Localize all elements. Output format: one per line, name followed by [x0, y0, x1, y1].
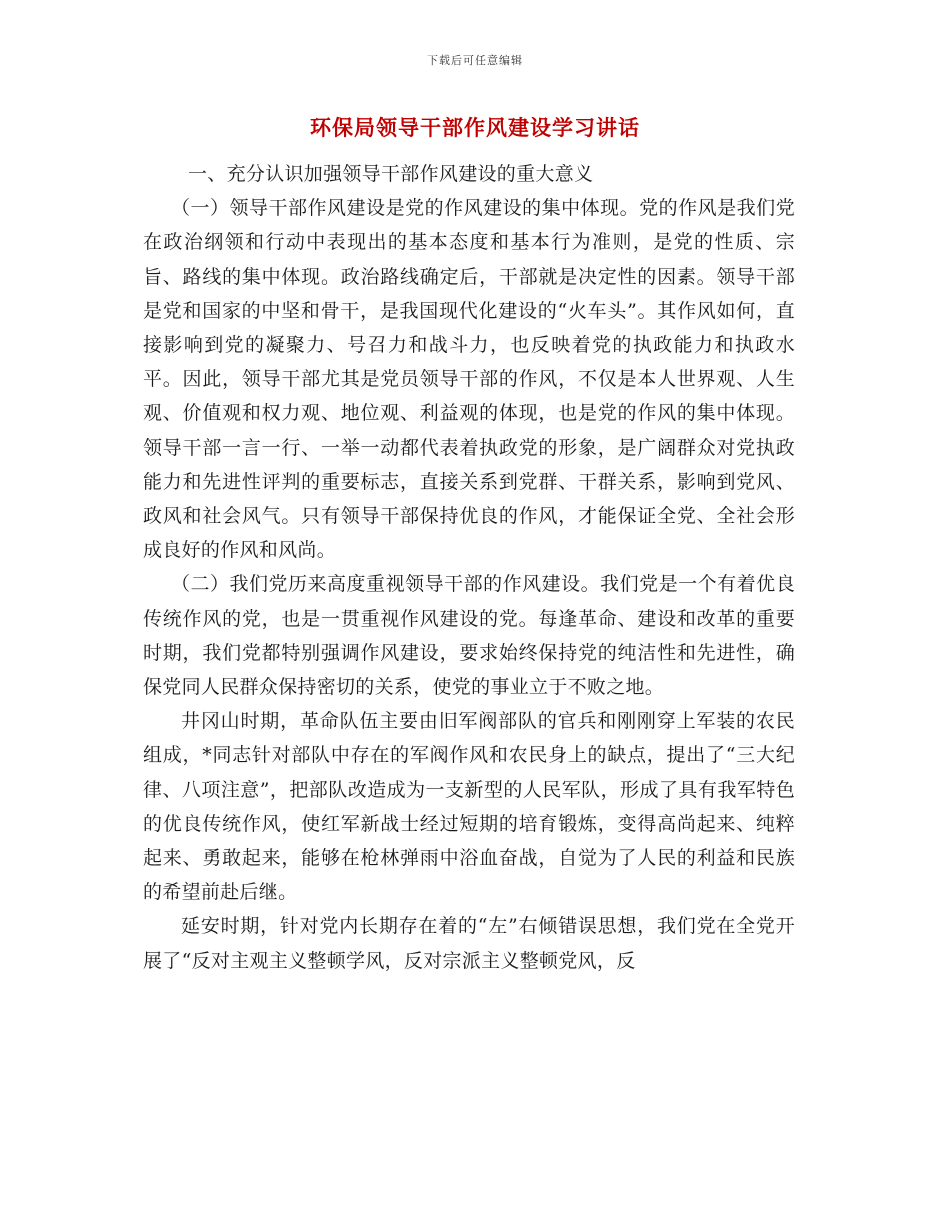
paragraph: （二）我们党历来高度重视领导干部的作风建设。我们党是一个有着优良传统作风的党，也是一贯重视作风建设的党。每逢革命、建设和改革的重要时期，我们党都特别强调作风建设，要求始终保持党的纯洁性和先进性，确保党同人民群众保持密切的关系，使党的事业立于不败之地。 [143, 573, 795, 699]
paragraph: （一）领导干部作风建设是党的作风建设的集中体现。党的作风是我们党在政治纲领和行动中表现出的基本态度和基本行为准则，是党的性质、宗旨、路线的集中体现。政治路线确定后，干部就是决定性的因素。领导干部是党和国家的中坚和骨干，是我国现代化建设的“火车头”。其作风如何，直接影响到党的凝聚力、号召力和战斗力，也反映着党的执政能力和执政水平。因此，领导干部尤其是党员领导干部的作风，不仅是本人世界观、人生观、价值观和权力观、地位观、利益观的体现，也是党的作风的集中体现。领导干部一言一行、一举一动都代表着执政党的形象，是广阔群众对党执政能力和先进性评判的重要标志，直接关系到党群、干群关系，影响到党风、政风和社会风气。只有领导干部保持优良的作风，才能保证全党、全社会形成良好的作风和风尚。 [143, 197, 795, 562]
paragraph: 井冈山时期，革命队伍主要由旧军阀部队的官兵和刚刚穿上军装的农民组成，*同志针对部队中存在的军阀作风和农民身上的缺点，提出了“三大纪律、八项注意”，把部队改造成为一支新型的人民军队，形成了具有我军特色的优良传统作风，使红军新战士经过短期的培育锻炼，变得高尚起来、纯粹起来、勇敢起来，能够在枪林弹雨中浴血奋战，自觉为了人民的利益和民族的希望前赴后继。 [143, 710, 795, 904]
document-title: 环保局领导干部作风建设学习讲话 [310, 115, 640, 140]
header-note: 下载后可任意编辑 [427, 54, 523, 67]
section-heading: 一、充分认识加强领导干部作风建设的重大意义 [188, 163, 594, 185]
document-body [143, 157, 795, 978]
paragraph: 延安时期，针对党内长期存在着的“左”右倾错误思想，我们党在全党开展了“反对主观主义整顿学风，反对宗派主义整顿党风，反 [143, 915, 795, 972]
